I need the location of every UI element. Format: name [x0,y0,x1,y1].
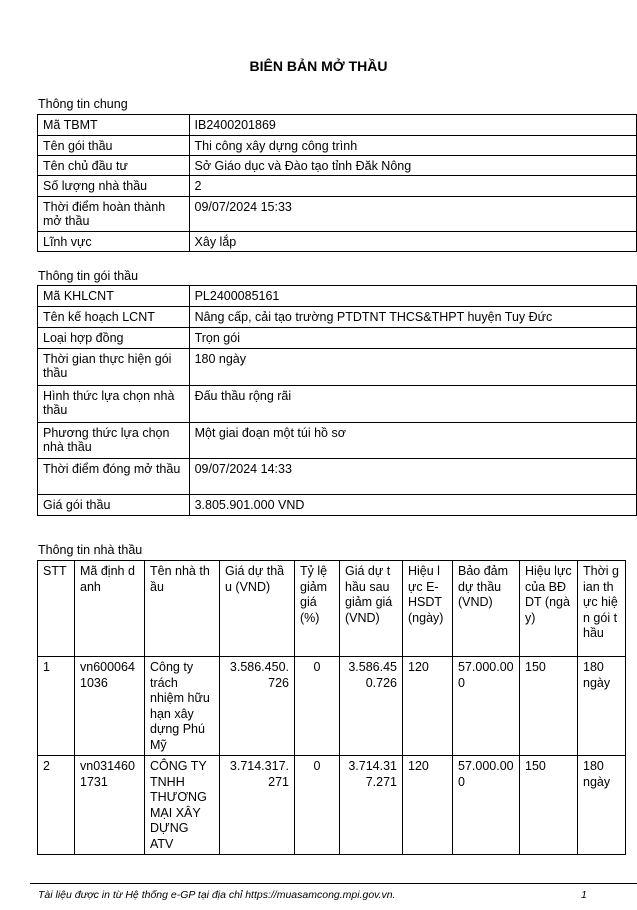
header-bid-price: Giá dự thầu (VND) [220,561,295,657]
table-row [38,459,637,495]
bidders-section-label: Thông tin nhà thầu [38,543,143,557]
cell-stt: 1 [38,657,75,756]
cell-price-after: 3.586.450.726 [340,657,403,756]
cell-bid-price: 3.714.317.271 [220,756,295,855]
table-row [38,115,637,136]
row-value: Thi công xây dựng công trình [189,136,636,156]
general-section-label: Thông tin chung [38,97,128,111]
cell-guarantee: 57.000.000 [453,756,520,855]
header-stt: STT [38,561,75,657]
table-row [38,176,637,197]
table-row [38,232,637,252]
cell-code: vn0314601731 [75,756,145,855]
document-title: BIÊN BẢN MỞ THẦU [249,58,388,74]
row-value: Đấu thầu rộng rãi [189,386,636,423]
row-label: Tên gói thầu [38,136,190,156]
cell-stt: 2 [38,756,75,855]
header-duration: Thời gian thực hiện gói thầu [578,561,626,657]
row-label: Giá gói thầu [38,495,190,516]
header-validity: Hiệu lực E-HSDT (ngày) [403,561,453,657]
cell-code: vn6000641036 [75,657,145,756]
row-value: Nâng cấp, cải tạo trường PTDTNT THCS&THPT huyện Tuy Đức [189,307,636,328]
table-row [38,286,637,307]
cell-validity: 120 [403,756,453,855]
row-value: 09/07/2024 14:33 [189,459,636,495]
bidders-table [37,560,626,855]
cell-name: CÔNG TY TNHH THƯƠNG MẠI XÂY DỰNG ATV [145,756,220,855]
package-section-label: Thông tin gói thầu [38,269,139,283]
row-value: PL2400085161 [189,286,636,307]
row-label: Tên chủ đầu tư [38,156,190,176]
row-label: Phương thức lựa chọn nhà thầu [38,423,190,459]
cell-duration: 180 ngày [578,756,626,855]
table-row [38,386,637,423]
header-code: Mã định danh [75,561,145,657]
header-discount: Tỷ lệ giảm giá (%) [295,561,340,657]
cell-bid-price: 3.586.450.726 [220,657,295,756]
cell-price-after: 3.714.317.271 [340,756,403,855]
row-value: Trọn gói [189,328,636,349]
row-value: 180 ngày [189,349,636,386]
table-row [38,349,637,386]
package-info-table [37,285,637,516]
table-row [38,156,637,176]
table-row [38,495,637,516]
row-label: Thời điểm hoàn thành mở thầu [38,197,190,232]
table-row [38,136,637,156]
row-label: Mã TBMT [38,115,190,136]
table-row [38,307,637,328]
row-value: 09/07/2024 15:33 [189,197,636,232]
row-label: Mã KHLCNT [38,286,190,307]
row-label: Loại hợp đồng [38,328,190,349]
row-value: IB2400201869 [189,115,636,136]
page-number: 1 [581,889,587,901]
table-row [38,328,637,349]
row-label: Hình thức lựa chọn nhà thầu [38,386,190,423]
general-info-table [37,114,637,252]
cell-guarantee: 57.000.000 [453,657,520,756]
cell-name: Công ty trách nhiệm hữu hạn xây dựng Phú Mỹ [145,657,220,756]
header-name: Tên nhà thầu [145,561,220,657]
row-label: Số lượng nhà thầu [38,176,190,197]
header-guarantee: Bảo đảm dự thầu (VND) [453,561,520,657]
cell-validity: 120 [403,657,453,756]
row-value: Sở Giáo dục và Đào tạo tỉnh Đăk Nông [189,156,636,176]
footer-divider [30,883,637,884]
row-label: Thời gian thực hiện gói thầu [38,349,190,386]
header-price-after: Giá dự thầu sau giảm giá (VND) [340,561,403,657]
table-row [38,423,637,459]
cell-guarantee-validity: 150 [520,657,578,756]
cell-discount: 0 [295,657,340,756]
header-guarantee-validity: Hiệu lực của BĐ DT (ngày) [520,561,578,657]
cell-guarantee-validity: 150 [520,756,578,855]
row-value: Một giai đoạn một túi hồ sơ [189,423,636,459]
row-label: Thời điểm đóng mở thầu [38,459,190,495]
table-header-row [38,561,626,657]
row-value: 2 [189,176,636,197]
table-row [38,197,637,232]
cell-discount: 0 [295,756,340,855]
table-row [38,756,626,855]
row-value: 3.805.901.000 VND [189,495,636,516]
footer-text: Tài liệu được in từ Hệ thống e-GP tại địa chỉ https://muasamcong.mpi.gov.vn. [38,889,396,901]
row-label: Tên kế hoạch LCNT [38,307,190,328]
row-value: Xây lắp [189,232,636,252]
cell-duration: 180 ngày [578,657,626,756]
table-row [38,657,626,756]
row-label: Lĩnh vực [38,232,190,252]
